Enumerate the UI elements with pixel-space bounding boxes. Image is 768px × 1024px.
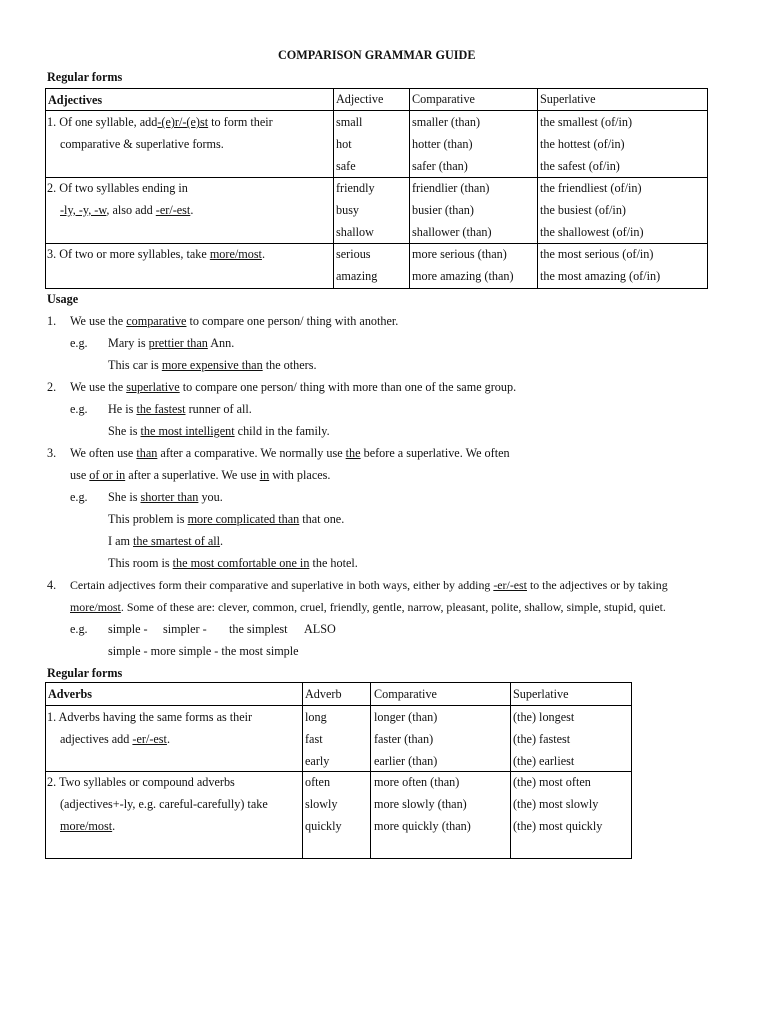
table-cell: the smallest (of/in) (540, 115, 633, 129)
example: simpler - (163, 622, 207, 636)
table-header: Superlative (540, 92, 596, 106)
example: She is the most intelligent child in the family. (108, 424, 330, 438)
table-cell: more serious (than) (412, 247, 507, 261)
table-cell: friendly (336, 181, 375, 195)
list-number: 1. (47, 314, 57, 328)
list-number: 3. (47, 446, 57, 460)
table-header: Adverbs (48, 687, 93, 701)
eg-label: e.g. (70, 490, 88, 504)
example: simple - (108, 622, 148, 636)
example: This room is the most comfortable one in the hotel. (108, 556, 358, 570)
example: Mary is prettier than Ann. (108, 336, 235, 350)
section-heading-usage: Usage (47, 292, 79, 306)
list-item: We often use than after a comparative. We normally use the before a superlative. We often (70, 446, 510, 460)
example: ALSO (304, 622, 336, 636)
table-header: Comparative (412, 92, 475, 106)
table-cell: the hottest (of/in) (540, 137, 625, 151)
section-heading-adjectives: Regular forms (47, 70, 123, 84)
table-cell: quickly (305, 819, 342, 833)
table-cell: the most serious (of/in) (540, 247, 654, 261)
example: He is the fastest runner of all. (108, 402, 252, 416)
table-cell: hotter (than) (412, 137, 473, 151)
table-cell: more slowly (than) (374, 797, 467, 811)
table-header: Superlative (513, 687, 569, 701)
rule-text: comparative & superlative forms. (60, 137, 224, 151)
list-number: 4. (47, 578, 57, 592)
table-cell: faster (than) (374, 732, 434, 746)
list-item: use of or in after a superlative. We use in with places. (70, 468, 331, 482)
table-cell: long (305, 710, 327, 724)
rule-text: more/most. (60, 819, 116, 833)
table-cell: friendlier (than) (412, 181, 490, 195)
table-header: Adjectives (48, 93, 103, 107)
list-item: We use the comparative to compare one person/ thing with another. (70, 314, 399, 328)
example: simple - more simple - the most simple (108, 644, 299, 658)
section-heading-adverbs: Regular forms (47, 666, 123, 680)
rule-text: 1. Adverbs having the same forms as their (47, 710, 253, 724)
table-header: Adjective (336, 92, 384, 106)
table-header: Comparative (374, 687, 437, 701)
rule-text: adjectives add -er/-est. (60, 732, 170, 746)
table-cell: (the) fastest (513, 732, 571, 746)
table-cell: more amazing (than) (412, 269, 514, 283)
example: the simplest (229, 622, 288, 636)
eg-label: e.g. (70, 622, 88, 636)
rule-text: -ly, -y, -w, also add -er/-est. (60, 203, 194, 217)
example: She is shorter than you. (108, 490, 223, 504)
rule-text: 1. Of one syllable, add-(e)r/-(e)st to form their (47, 115, 273, 129)
table-cell: safe (336, 159, 356, 173)
example: I am the smartest of all. (108, 534, 224, 548)
table-cell: more quickly (than) (374, 819, 471, 833)
table-cell: (the) earliest (513, 754, 575, 768)
table-cell: often (305, 775, 331, 789)
table-cell: small (336, 115, 363, 129)
table-cell: amazing (336, 269, 378, 283)
table-cell: shallow (336, 225, 374, 239)
table-cell: earlier (than) (374, 754, 438, 768)
table-cell: the friendliest (of/in) (540, 181, 642, 195)
table-header: Adverb (305, 687, 342, 701)
example: This car is more expensive than the others. (108, 358, 317, 372)
table-cell: shallower (than) (412, 225, 492, 239)
table-cell: (the) most often (513, 775, 591, 789)
table-cell: smaller (than) (412, 115, 481, 129)
list-item: We use the superlative to compare one person/ thing with more than one of the same group. (70, 380, 517, 394)
table-cell: the most amazing (of/in) (540, 269, 661, 283)
rule-text: 2. Of two syllables ending in (47, 181, 188, 195)
eg-label: e.g. (70, 402, 88, 416)
table-cell: early (305, 754, 330, 768)
table-cell: the safest (of/in) (540, 159, 620, 173)
page-title: COMPARISON GRAMMAR GUIDE (278, 48, 476, 62)
example: This problem is more complicated than that one. (108, 512, 345, 526)
table-cell: hot (336, 137, 352, 151)
table-cell: fast (305, 732, 323, 746)
list-item: more/most. Some of these are: clever, common, cruel, friendly, gentle, narrow, pleasant, polite, shallow, simple, stupid, quiet. (70, 600, 666, 614)
table-cell: (the) longest (513, 710, 575, 724)
table-cell: the busiest (of/in) (540, 203, 626, 217)
list-item: Certain adjectives form their comparative and superlative in both ways, either by adding -er/-est to the adjectives or by taking (70, 578, 668, 592)
rule-text: 2. Two syllables or compound adverbs (47, 775, 235, 789)
table-cell: the shallowest (of/in) (540, 225, 644, 239)
table-cell: longer (than) (374, 710, 438, 724)
list-number: 2. (47, 380, 57, 394)
table-cell: serious (336, 247, 371, 261)
table-cell: safer (than) (412, 159, 468, 173)
table-cell: (the) most slowly (513, 797, 599, 811)
table-cell: (the) most quickly (513, 819, 603, 833)
rule-text: 3. Of two or more syllables, take more/most. (47, 247, 265, 261)
rule-text: (adjectives+-ly, e.g. careful-carefully) take (60, 797, 268, 811)
table-cell: more often (than) (374, 775, 460, 789)
table-cell: busy (336, 203, 360, 217)
eg-label: e.g. (70, 336, 88, 350)
table-cell: busier (than) (412, 203, 474, 217)
table-cell: slowly (305, 797, 338, 811)
